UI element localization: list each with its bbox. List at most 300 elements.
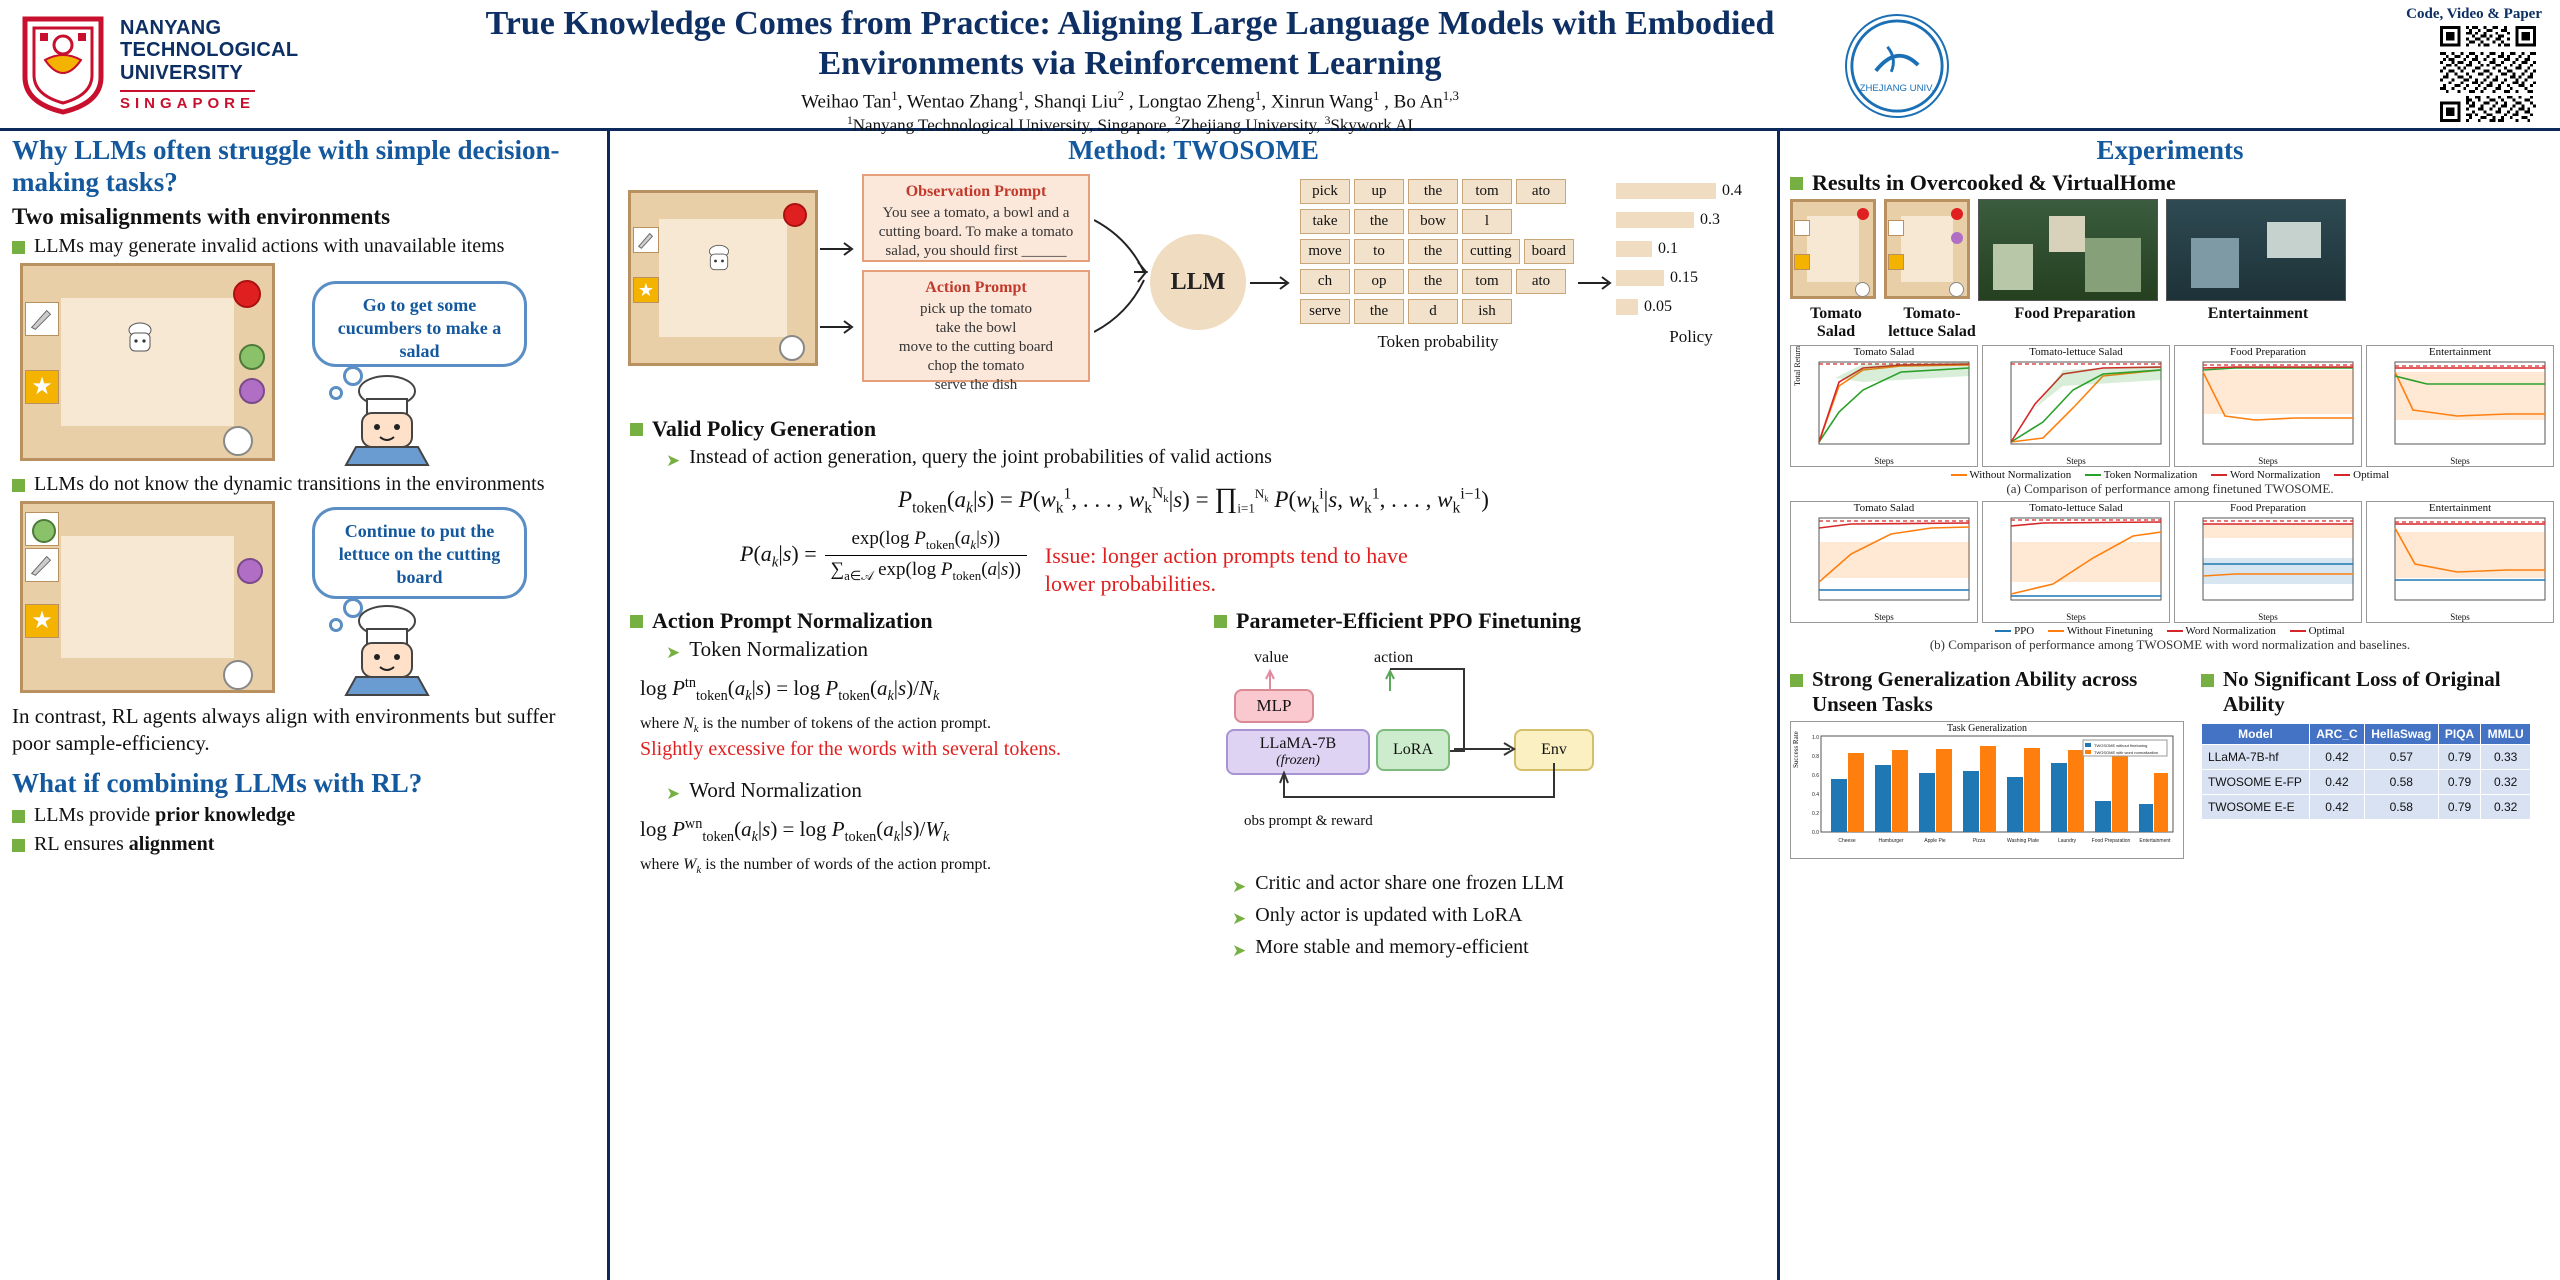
token: up [1354,179,1404,204]
bullet-invalid-actions [12,234,595,259]
plot-b-0 [1790,501,1978,623]
legend-label: Word Normalization [2229,469,2321,481]
triangle-bullet-icon: ➤ [666,642,681,662]
chart-title: Task Generalization [1946,723,2028,734]
tomato-item [1951,208,1963,220]
bullet-text: Word Normalization [689,777,862,802]
original-ability-block [2201,663,2550,859]
policy-value: 0.15 [1670,269,1698,286]
legend-b [1790,625,2550,637]
knife-icon [634,228,658,252]
cell-model: TWOSOME E-E [2201,795,2309,820]
col-hellaswag: HellaSwag [2364,724,2438,745]
label-obs-prompt-reward: obs prompt & reward [1244,812,1373,829]
tomato-item [1857,208,1869,220]
square-bullet-icon [1790,674,1803,687]
equation-policy-softmax: $P(a_k|s)$ = exp(log $P_{token}(a_k|s)$) $\sum_{a\in 𝒜}$ exp(log $P_{token}(a|s)$) [740,528,1027,585]
cell-arc: 0.42 [2310,795,2365,820]
plot-title: Tomato Salad [1853,346,1915,358]
cell-star: ★ [633,277,659,303]
illustration-invalid-action [12,263,595,468]
plot-xlabel: Steps [2066,456,2086,466]
svg-text:0.6: 0.6 [1812,773,1819,779]
bullet-alignment [12,832,595,857]
bullet-text: Instead of action generation, query the joint probabilities of valid actions [689,446,1272,468]
token: the [1408,179,1458,204]
overcooked-thumb-1 [1790,199,1876,299]
token: the [1408,239,1458,264]
qr-svg [2440,26,2536,122]
column-motivation [0,128,610,1280]
chef-avatar-small [699,241,739,281]
bullet-prior-knowledge [12,803,595,828]
token: d [1408,299,1458,324]
cell-star [1794,254,1810,270]
llm-node: LLM [1150,234,1246,330]
ntu-line2: TECHNOLOGICAL [120,39,299,62]
contrast-text: In contrast, RL agents always align with environments but suffer poor sample-efficiency. [12,704,556,755]
column-method [610,128,1780,1280]
chef-avatar-1 [312,375,462,467]
cell-mmlu: 0.32 [2481,795,2531,820]
legend-a [1790,469,2550,481]
plot-svg [1983,502,2169,622]
policy-row-0 [1616,179,1766,203]
bullet-text-pre: RL ensures [34,833,129,855]
speech-bubble-cucumbers: Go to get some cucumbers to make a salad [312,281,527,367]
zju-logo [1845,14,1949,118]
equation-token-probability: $P_{token}(a_k|s) = P(w_k^1$, . . . , $w_k^{N_k}|s$) = $\prod_{i=1}^{N_k}$ $P(w_k^i|s$, $w_k^1$, . . . , $w_k^{i-1}$) [898,483,1489,517]
plot-row-b [1790,501,2550,623]
square-bullet-icon [630,423,643,436]
cell-model: LLaMA-7B-hf [2201,745,2309,770]
caption-b: (b) Comparison of performance among TWOSOME with word normalization and baselines. [1929,637,2411,652]
bullet-text: Token Normalization [689,636,868,661]
policy-row-2 [1616,237,1766,261]
plot-xlabel: Steps [2066,612,2086,622]
original-ability-table [2201,723,2531,820]
bullet-text: LLMs may generate invalid actions with unavailable items [34,235,505,257]
plot-b-1 [1982,501,2170,623]
square-bullet-icon [2201,674,2214,687]
arrow-tokens-to-policy-icon [1578,268,1618,298]
environment-caption-row [1790,305,2550,341]
token: take [1300,209,1350,234]
code-video-paper-label: Code, Video & Paper [2406,6,2542,22]
policy-bar [1616,241,1652,257]
policy-label: Policy [1669,327,1713,346]
plot-svg [2367,346,2553,466]
label-value: value [1254,648,1289,666]
table-row [2201,795,2530,820]
llama-label: LLaMA-7B [1259,734,1337,752]
token: the [1408,269,1458,294]
policy-value: 0.05 [1644,298,1672,315]
zju-crest-icon [1849,18,1945,114]
col-model: Model [2201,724,2309,745]
plot-xlabel: Steps [2258,612,2278,622]
plot-svg [1791,502,1977,622]
policy-value: 0.3 [1700,211,1720,228]
action-prompt-line-3: chop the tomato [927,358,1025,374]
svg-text:1.0: 1.0 [1812,735,1819,741]
square-bullet-icon [1790,177,1803,190]
cell-knife [1794,220,1810,236]
token: ato [1516,179,1566,204]
overcooked-grid-2 [20,501,275,693]
svg-text:Pizza: Pizza [1972,838,1986,844]
grid-floor [61,536,234,658]
cell-star: ★ [25,370,59,404]
cell-arc: 0.42 [2310,745,2365,770]
poster-header [0,0,2560,135]
generalization-block [1790,663,2189,859]
action-prompt-box [862,270,1090,393]
plot-a-2 [2174,345,2362,467]
action-prompt-line-4: serve the dish [934,377,1018,393]
table-row [2201,745,2530,770]
legend-label: Word Normalization [2185,625,2276,637]
square-bullet-icon [12,479,25,492]
cell-piqa: 0.79 [2438,770,2481,795]
svg-text:0.8: 0.8 [1812,754,1819,760]
cell-knife [25,302,59,336]
subsection-ppo-finetuning [1214,608,1754,633]
policy-row-1 [1616,208,1766,232]
tomato-item [233,280,261,308]
ntu-singapore: SINGAPORE [120,90,255,113]
legend-item [2334,469,2389,481]
token: ch [1300,269,1350,294]
bottom-results-row [1790,663,2550,859]
plot-title: Entertainment [2428,502,2492,514]
policy-bar [1616,212,1694,228]
cell-hellaswag: 0.58 [2364,770,2438,795]
generalization-chart [1790,721,2184,859]
col-piqa: PIQA [2438,724,2481,745]
bullet-text-bold: alignment [128,833,215,855]
environment-thumbnails [1790,199,2550,301]
col-arc: ARC_C [2310,724,2365,745]
plot-ylabel: Total Return [1793,345,1802,386]
bullet-dynamic-transitions [12,472,595,497]
arrow-llm-to-tokens-icon [1250,268,1296,298]
lora-node: LoRA [1376,729,1450,771]
plot-xlabel: Steps [2450,612,2470,622]
token: pick [1300,179,1350,204]
subsection-title: Parameter-Efficient PPO Finetuning [1236,607,1581,633]
svg-text:Hamburger: Hamburger [1878,838,1904,844]
observation-prompt-box [862,174,1090,262]
cell-hellaswag: 0.57 [2364,745,2438,770]
square-bullet-icon [12,839,25,852]
cell-star: ★ [25,604,59,638]
overcooked-grid-1 [20,263,275,461]
action-prompt-normalization-block [620,604,1200,967]
token: move [1300,239,1350,264]
triangle-bullet-icon: ➤ [1232,876,1247,896]
subsection-valid-policy-generation [630,416,1767,441]
note-word-normalization: where $W_k$ is the number of words of the action prompt. [640,856,991,877]
section-combining-llms-rl: What if combining LLMs with RL? [12,768,423,798]
legend-label: Optimal [2353,469,2390,481]
legend-item [1995,625,2034,637]
label-action: action [1374,648,1414,666]
svg-text:TWOSOME without finetuning: TWOSOME without finetuning [2094,743,2148,748]
policy-value: 0.1 [1658,240,1678,257]
bullet-token-normalization [666,637,1200,665]
page-title: True Knowledge Comes from Practice: Aligning Large Language Models with Embodied Environments via Reinforcement Learning [485,5,1775,82]
cell-mmlu: 0.32 [2481,770,2531,795]
svg-text:Cheese: Cheese [1838,838,1856,844]
generalization-svg [1791,722,2183,858]
triangle-bullet-icon: ➤ [666,783,681,803]
subsection-title: Action Prompt Normalization [652,607,933,633]
plot-title: Food Preparation [2229,502,2307,514]
env-label-2: Food Preparation [2014,305,2136,322]
bullet-critic-actor-share [1232,871,1754,899]
arrows-prompts-to-llm-icon [1094,192,1154,362]
subsection-title: Valid Policy Generation [652,416,877,441]
plot-svg [1983,346,2169,466]
triangle-bullet-icon: ➤ [1232,908,1247,928]
chart-ylabel: Success Rate [1792,731,1800,768]
equation-token-normalization: $\log P^{tn}_{token}(a_k|s) = \log P_{token}(a_k|s)/N_k$ [640,674,940,704]
bullet-text: Critic and actor share one frozen LLM [1255,871,1565,894]
plot-svg [2175,346,2361,466]
token: ato [1516,269,1566,294]
svg-text:Entertainment: Entertainment [2139,838,2171,844]
square-bullet-icon [630,615,643,628]
action-prompt-line-1: take the bowl [935,320,1017,336]
knife-icon [26,549,58,581]
legend-item [1951,469,2071,481]
env-label-1: Tomato-lettuce Salad [1888,305,1976,340]
col-mmlu: MMLU [2481,724,2531,745]
token-row-4 [1298,299,1578,324]
legend-label: Optimal [2308,625,2345,637]
observation-prompt-title: Observation Prompt [905,183,1047,200]
token: the [1354,209,1404,234]
overcooked-thumb-2 [1884,199,1970,299]
token-row-1 [1298,209,1578,234]
onion-item [1951,232,1963,244]
legend-item [2211,469,2320,481]
plot-title: Tomato-lettuce Salad [2029,346,2123,358]
llama-frozen-label: (frozen) [1276,752,1320,768]
plate-item [1855,282,1870,297]
cell-model: TWOSOME E-FP [2201,770,2309,795]
svg-text:0.2: 0.2 [1812,811,1819,817]
plot-svg [2367,502,2553,622]
plot-xlabel: Steps [1874,612,1894,622]
svg-text:Washing Plate: Washing Plate [2006,838,2040,844]
env-label-0: Tomato Salad [1810,305,1862,340]
policy-bar [1616,183,1716,199]
square-bullet-icon [12,241,25,254]
chef-avatar-small [117,318,163,364]
speech-bubble-lettuce: Continue to put the lettuce on the cutting board [312,507,527,599]
ntu-wordmark [120,17,298,114]
arrow-env-to-act-icon [820,312,860,342]
plot-title: Tomato Salad [1853,502,1915,514]
plate-item [223,426,253,456]
legend-item [2048,625,2153,637]
token: board [1524,239,1574,264]
bullet-text: LLMs do not know the dynamic transitions in the environments [34,473,545,495]
subsection-title: No Significant Loss of Original Ability [2222,667,2501,716]
bullet-text: More stable and memory-efficient [1255,935,1529,958]
plot-title: Entertainment [2428,346,2492,358]
action-prompt-line-2: move to the cutting board [898,339,1054,355]
cell-knife [1888,220,1904,236]
section-method: Method: TWOSOME [1068,135,1319,165]
equation-word-normalization: $\log P^{wn}_{token}(a_k|s) = \log P_{token}(a_k|s)/W_k$ [640,815,950,846]
issue-note: Issue: longer action prompts tend to have lower probabilities. [1044,542,1408,596]
legend-item [2167,625,2276,637]
policy-value: 0.4 [1722,182,1742,199]
bullet-text-pre: LLMs provide [34,804,156,826]
ntu-crest-icon [20,15,106,115]
svg-text:Laundry: Laundry [2057,838,2077,844]
square-bullet-icon [1214,615,1227,628]
cell-hellaswag: 0.58 [2364,795,2438,820]
subsection-results [1790,170,2550,195]
svg-text:ZHEJIANG UNIV.: ZHEJIANG UNIV. [1859,82,1935,94]
chef-avatar-2 [312,605,462,697]
qr-code-icon[interactable] [2440,26,2536,122]
plate-item [223,660,253,690]
mlp-node: MLP [1234,689,1314,723]
method-pipeline [620,172,1767,412]
section-experiments: Experiments [2096,135,2244,165]
svg-text:TWOSOME with word normalizatio: TWOSOME with word normalization [2094,750,2159,755]
lettuce-item [239,344,265,370]
plate-item [1949,282,1964,297]
legend-item [2085,469,2197,481]
note-token-normalization-caveat: Slightly excessive for the words with several tokens. [640,737,1062,760]
virtualhome-photo-2 [2166,199,2346,301]
plot-title: Tomato-lettuce Salad [2029,502,2123,514]
cell-arc: 0.42 [2310,770,2365,795]
token: bow [1408,209,1458,234]
plot-b-3 [2366,501,2554,623]
policy-bars [1616,174,1766,347]
square-bullet-icon [12,810,25,823]
subsection-no-loss [2201,667,2550,717]
plot-xlabel: Steps [1874,456,1894,466]
token: serve [1300,299,1350,324]
plot-svg [1791,346,1977,466]
bullet-text: Only actor is updated with LoRA [1255,903,1523,926]
knife-icon [26,303,58,335]
token: to [1354,239,1404,264]
triangle-bullet-icon: ➤ [1232,940,1247,960]
cell-star [1888,254,1904,270]
table-header-row [2201,724,2530,745]
affiliations: $^1$Nanyang Technological University, Singapore, $^2$Zhejiang University, $^3$Skywork AI [846,114,1414,135]
ntu-logo [20,10,390,120]
plot-xlabel: Steps [2258,456,2278,466]
arrow-env-to-obs-icon [820,234,860,264]
env-node: Env [1514,729,1594,771]
policy-row-3 [1616,266,1766,290]
ppo-finetuning-block [1214,604,1754,967]
action-prompt-title: Action Prompt [925,279,1027,296]
cell-mmlu: 0.33 [2481,745,2531,770]
legend-label: Without Finetuning [2066,625,2153,637]
ppo-architecture-diagram [1214,637,1754,867]
subsection-action-prompt-normalization [630,608,1200,633]
triangle-bullet-icon: ➤ [666,451,681,470]
column-experiments [1780,128,2560,1280]
bullet-word-normalization [666,778,1200,806]
ntu-line3: UNIVERSITY [120,61,244,84]
plot-b-2 [2174,501,2362,623]
bullet-actor-lora [1232,903,1754,931]
policy-bar [1616,270,1664,286]
subsection-title: Results in Overcooked & VirtualHome [1812,170,2176,195]
token: ish [1462,299,1512,324]
plot-title: Food Preparation [2229,346,2307,358]
svg-text:Apple Pie: Apple Pie [1924,838,1946,844]
plot-svg [2175,502,2361,622]
policy-row-4 [1616,295,1766,319]
poster-columns [0,128,2560,1280]
token-row-3 [1298,269,1578,294]
token-row-2 [1298,239,1578,264]
ntu-line1: NANYANG [120,16,222,39]
action-prompt-line-0: pick up the tomato [919,301,1033,317]
plate-item [779,335,805,361]
cell-knife [633,227,659,253]
author-list: Weihao Tan$^1$, Wentao Zhang$^1$, Shanqi Liu$^2$ , Longtao Zheng$^1$, Xinrun Wang$^1$ , Bo An$^{1,3}$ [801,88,1459,113]
illustration-dynamic-transition [12,501,595,701]
svg-text:Food Preparation: Food Preparation [2091,838,2131,844]
plot-a-1 [1982,345,2170,467]
plot-a-0 [1790,345,1978,467]
bullet-text-bold: prior knowledge [155,804,296,826]
cell-piqa: 0.79 [2438,745,2481,770]
token: op [1354,269,1404,294]
plot-row-a [1790,345,2550,467]
env-label-3: Entertainment [2207,305,2309,322]
legend-item [2290,625,2345,637]
onion-item [239,378,265,404]
svg-text:0.0: 0.0 [1812,830,1819,836]
subsection-title: Strong Generalization Ability across Unseen Tasks [1812,667,2138,716]
observation-prompt-body: You see a tomato, a bowl and a cutting board. To make a tomato salad, you should first ______ [878,205,1074,259]
token-table [1298,174,1578,352]
token-row-0 [1298,179,1578,204]
virtualhome-photo-1 [1978,199,2158,301]
token: tom [1462,269,1512,294]
onion-item [237,558,263,584]
legend-label: Token Normalization [2103,469,2198,481]
svg-text:0.4: 0.4 [1812,792,1819,798]
pipeline-env-grid [628,190,818,366]
cell-piqa: 0.79 [2438,795,2481,820]
tomato-item [783,203,807,227]
plot-xlabel: Steps [2450,456,2470,466]
table-row [2201,770,2530,795]
cell-lettuce [25,512,59,546]
bullet-joint-probabilities [666,445,1767,473]
token: tom [1462,179,1512,204]
token: the [1354,299,1404,324]
policy-bar [1616,299,1638,315]
legend-label: PPO [2014,625,2035,637]
